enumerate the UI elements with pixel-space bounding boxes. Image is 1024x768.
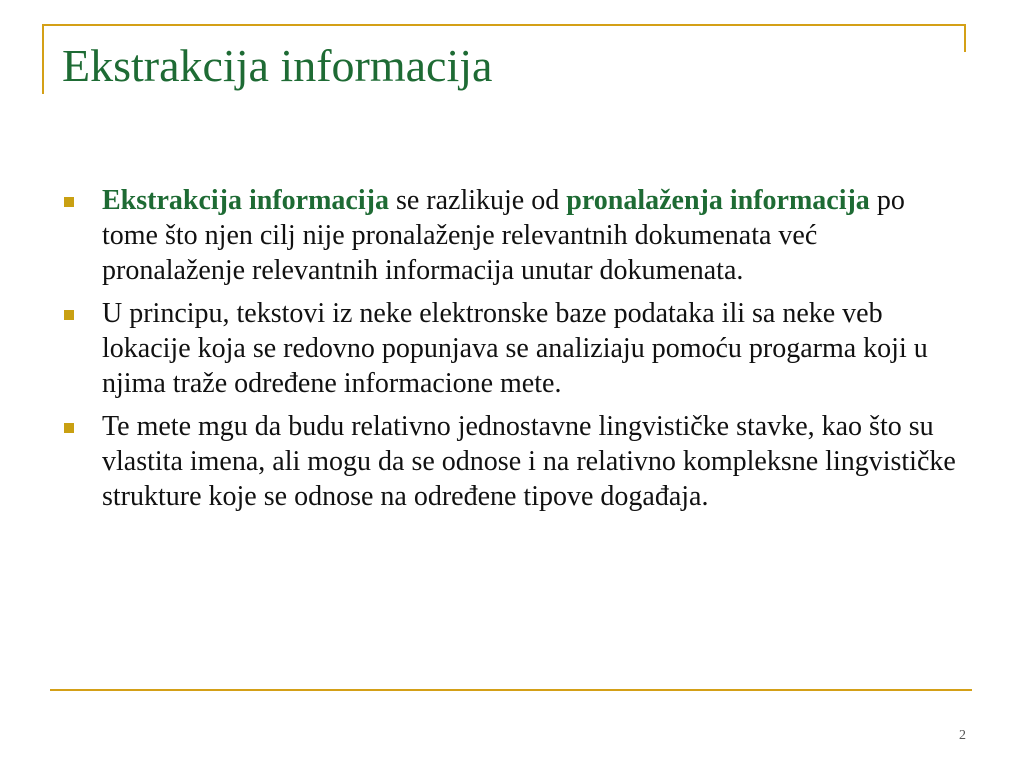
bullet-list [62, 183, 962, 522]
bullet-1-text-a: se razlikuje od [388, 185, 567, 216]
square-bullet-icon [64, 197, 74, 207]
bottom-border-line [50, 689, 972, 691]
bullet-item-1 [62, 183, 962, 288]
bullet-1-text-b: po tome što njen cilj nije pronalaženje relevantnih dokumenata već pronalaženje relevantnih informacija unutar dokumenata. [102, 185, 905, 286]
slide-title: Ekstrakcija informacija [62, 40, 493, 91]
left-border-line [42, 24, 44, 94]
page-number: 2 [959, 728, 966, 743]
right-border-tick [964, 24, 966, 52]
bullet-item-3 [62, 409, 962, 514]
highlight-term-retrieval: pronalaženja informacija [566, 185, 870, 216]
square-bullet-icon [64, 310, 74, 320]
top-border-line [42, 24, 966, 26]
bullet-3-text: Te mete mgu da budu relativno jednostavne lingvističke stavke, kao što su vlastita imena, ali mogu da se odnose i na relativno kompleksne lingvističke strukture koje se odnose na određene tipove događaja. [102, 411, 956, 512]
square-bullet-icon [64, 423, 74, 433]
bullet-2-text: U principu, tekstovi iz neke elektronske baze podataka ili sa neke veb lokacije koja se redovno popunjava se analiziaju pomoću progarma koji u njima traže određene informacione mete. [102, 298, 928, 399]
bullet-item-2 [62, 296, 962, 401]
highlight-term-extraction: Ekstrakcija informacija [102, 185, 389, 216]
